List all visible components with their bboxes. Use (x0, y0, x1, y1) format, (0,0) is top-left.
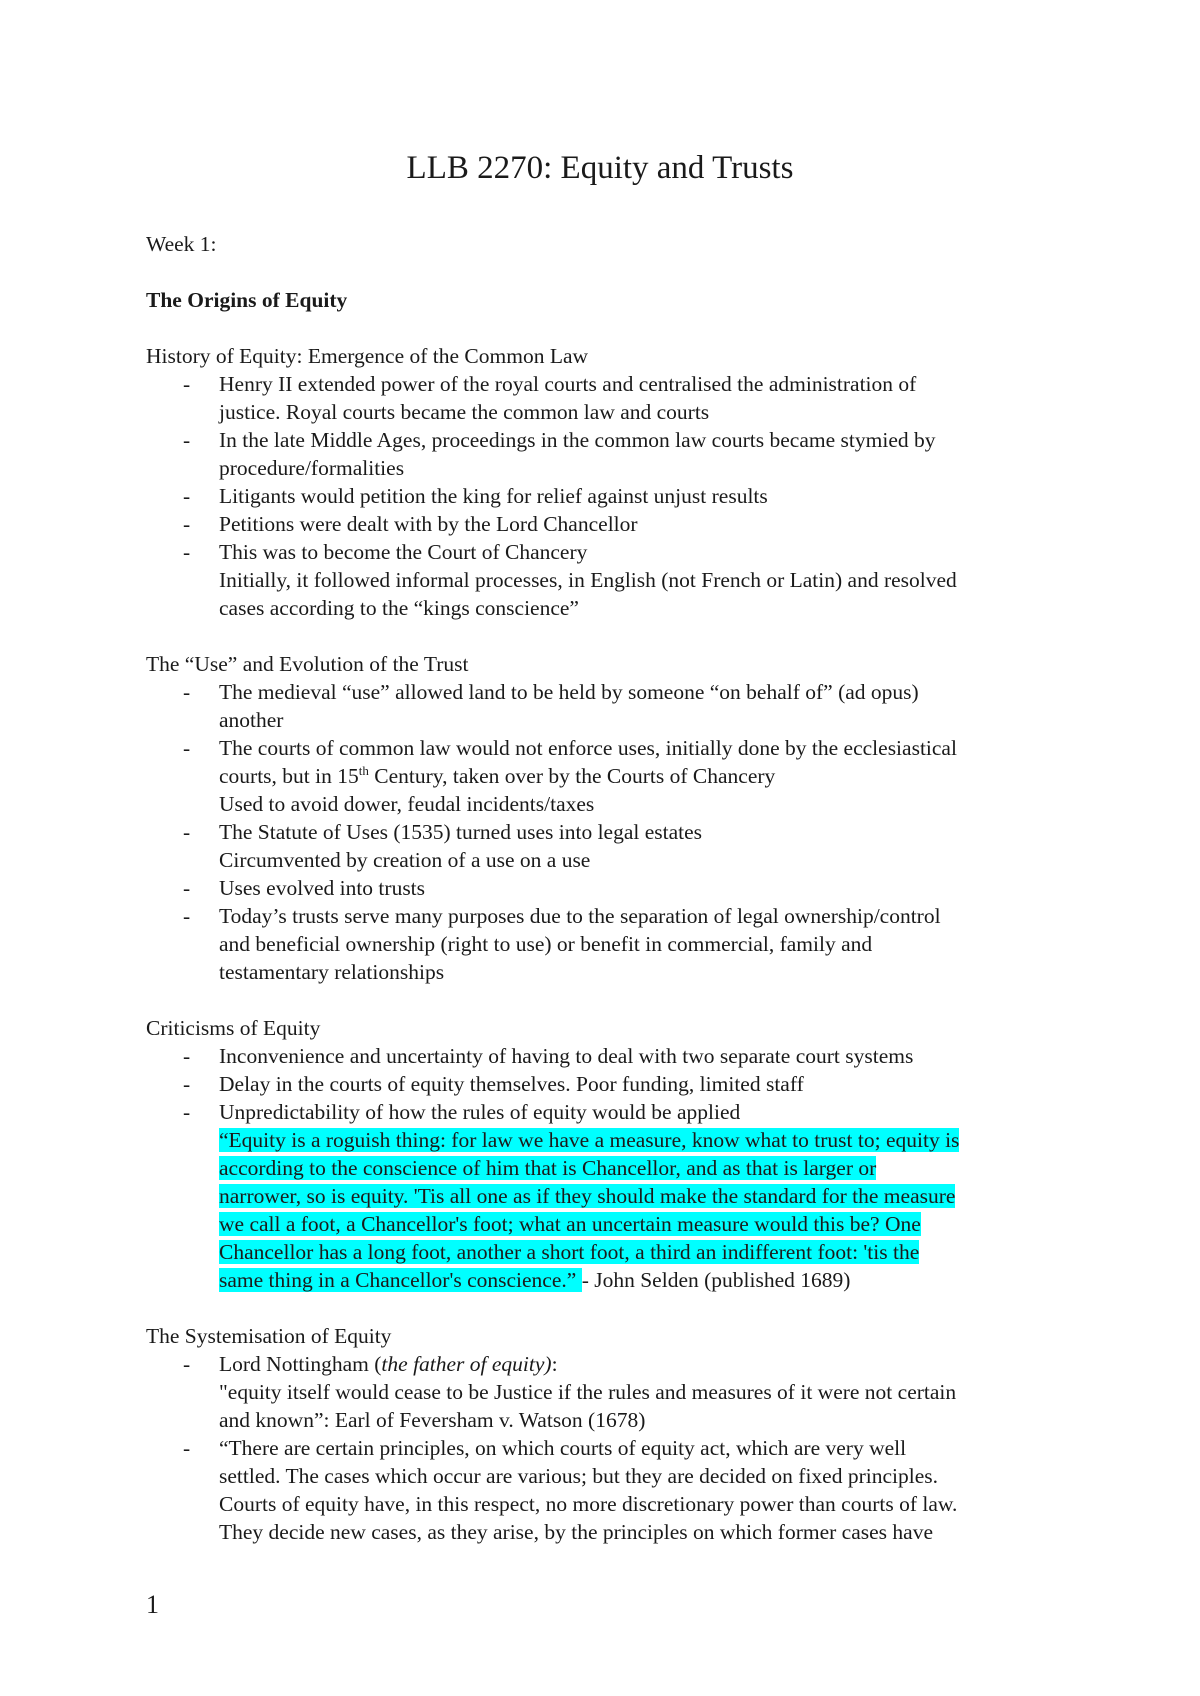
bullet-dash: - (183, 820, 191, 844)
list-item: - The medieval “use” allowed land to be held by someone “on behalf of” (ad opus) another (183, 680, 919, 732)
bullet-dash: - (183, 540, 191, 564)
bullet-dash: - (183, 428, 191, 452)
continuation-text: "equity itself would cease to be Justice if the rules and measures of it were not certain (219, 1380, 957, 1404)
bullet-dash: - (183, 736, 191, 760)
highlighted-text: “Equity is a roguish thing: for law we have a measure, know what to trust to; equity is (219, 1128, 960, 1152)
list-item: - Uses evolved into trusts (183, 876, 426, 900)
bullet-dash: - (183, 1072, 191, 1096)
bullet-dash: - (183, 512, 191, 536)
highlighted-text: according to the conscience of him that is Chancellor, and as that is larger or (219, 1156, 877, 1180)
quote-attribution: - John Selden (published 1689) (581, 1268, 851, 1292)
use-heading: The “Use” and Evolution of the Trust (146, 652, 469, 676)
section-heading: The Origins of Equity (146, 288, 348, 312)
bullet-dash: - (183, 876, 191, 900)
systemisation-heading: The Systemisation of Equity (146, 1324, 392, 1348)
ordinal-superscript: th (358, 763, 369, 778)
document-title: LLB 2270: Equity and Trusts (406, 150, 794, 186)
bullet-dash: - (183, 680, 191, 704)
highlighted-text: we call a foot, a Chancellor's foot; what an uncertain measure would this be? One (219, 1212, 921, 1236)
highlighted-text: same thing in a Chancellor's conscience.” (219, 1268, 582, 1292)
list-item: - Delay in the courts of equity themselves. Poor funding, limited staff (183, 1072, 804, 1096)
list-item: - This was to become the Court of Chancery (183, 540, 588, 564)
list-item: - Inconvenience and uncertainty of having to deal with two separate court systems (183, 1044, 914, 1068)
bullet-dash: - (183, 1352, 191, 1376)
list-item: - The courts of common law would not enforce uses, initially done by the ecclesiastical courts, but in 15th Century, taken over by the Courts of Chancery (183, 736, 957, 788)
list-item: - Unpredictability of how the rules of equity would be applied (183, 1100, 741, 1124)
bullet-dash: - (183, 484, 191, 508)
list-item: - In the late Middle Ages, proceedings in the common law courts became stymied by procedure/formalities (183, 428, 936, 480)
highlighted-text: narrower, so is equity. 'Tis all one as if they should make the standard for the measure (219, 1184, 956, 1208)
history-heading: History of Equity: Emergence of the Common Law (146, 344, 589, 368)
list-item: - The Statute of Uses (1535) turned uses into legal estates (183, 820, 703, 844)
continuation-text: Initially, it followed informal processes, in English (not French or Latin) and resolved (219, 568, 957, 592)
bullet-dash: - (183, 1436, 191, 1460)
list-item: - Litigants would petition the king for relief against unjust results (183, 484, 768, 508)
page-number: 1 (146, 1590, 159, 1619)
criticisms-heading: Criticisms of Equity (146, 1016, 321, 1040)
selden-quote (146, 1126, 1076, 1154)
list-item: - Today’s trusts serve many purposes due to the separation of legal ownership/control and beneficial ownership (right to use) or benefit in commercial, family and testamentary relationships (183, 904, 941, 984)
list-item: - Lord Nottingham (the father of equity): (183, 1352, 558, 1376)
continuation-text: Circumvented by creation of a use on a use (219, 848, 591, 872)
bullet-dash: - (183, 904, 191, 928)
list-item: - Henry II extended power of the royal courts and centralised the administration of justice. Royal courts became the common law and courts (183, 372, 917, 424)
highlighted-text: Chancellor has a long foot, another a short foot, a third an indifferent foot: 'tis the (219, 1240, 920, 1264)
bullet-dash: - (183, 372, 191, 396)
continuation-text: Used to avoid dower, feudal incidents/taxes (219, 792, 595, 816)
list-item: - “There are certain principles, on which courts of equity act, which are very well settled. The cases which occur are various; but they are decided on fixed principles. Courts of equity have, in this respect, no more discretionary power than courts of law. They decide new cases, as they arise, by the principles on which former cases have (183, 1436, 958, 1544)
continuation-text: cases according to the “kings conscience” (219, 596, 579, 620)
bullet-dash: - (183, 1100, 191, 1124)
week-label: Week 1: (146, 232, 217, 256)
document-body (146, 230, 1076, 1546)
continuation-text: and known”: Earl of Feversham v. Watson (1678) (219, 1408, 646, 1432)
emphasis-text: the father of equity) (381, 1352, 552, 1376)
list-item: - Petitions were dealt with by the Lord Chancellor (183, 512, 638, 536)
bullet-dash: - (183, 1044, 191, 1068)
